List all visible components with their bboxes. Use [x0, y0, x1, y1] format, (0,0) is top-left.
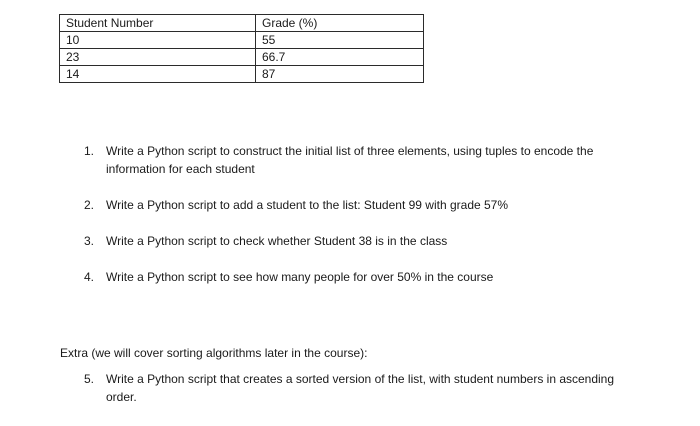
task-number: 2. [84, 198, 95, 212]
table-header-row [60, 15, 424, 32]
header-student-number: Student Number [60, 15, 256, 32]
task-item-1 [84, 142, 644, 178]
table-row [60, 49, 424, 66]
cell-student-number: 10 [60, 32, 256, 49]
task-item-2 [84, 196, 644, 214]
task-number: 4. [84, 270, 95, 284]
cell-grade: 55 [256, 32, 424, 49]
task-text: Write a Python script to construct the initial list of three elements, using tuples to encode the information for each student [106, 144, 594, 176]
task-text: Write a Python script to check whether Student 38 is in the class [106, 234, 448, 248]
task-item-3 [84, 232, 644, 250]
task-item-5 [84, 370, 644, 406]
task-number: 5. [84, 372, 95, 386]
cell-grade: 87 [256, 66, 424, 83]
task-text: Write a Python script to see how many people for over 50% in the course [106, 270, 494, 284]
cell-student-number: 14 [60, 66, 256, 83]
student-grade-table [59, 14, 424, 83]
table-row [60, 66, 424, 83]
task-text: Write a Python script to add a student to the list: Student 99 with grade 57% [106, 198, 509, 212]
cell-student-number: 23 [60, 49, 256, 66]
cell-grade: 66.7 [256, 49, 424, 66]
task-item-4 [84, 268, 644, 286]
header-grade: Grade (%) [256, 15, 424, 32]
extra-heading: Extra (we will cover sorting algorithms later in the course): [60, 346, 368, 360]
table-row [60, 32, 424, 49]
task-text: Write a Python script that creates a sorted version of the list, with student numbers in ascending order. [106, 372, 615, 404]
task-number: 1. [84, 144, 95, 158]
task-number: 3. [84, 234, 95, 248]
